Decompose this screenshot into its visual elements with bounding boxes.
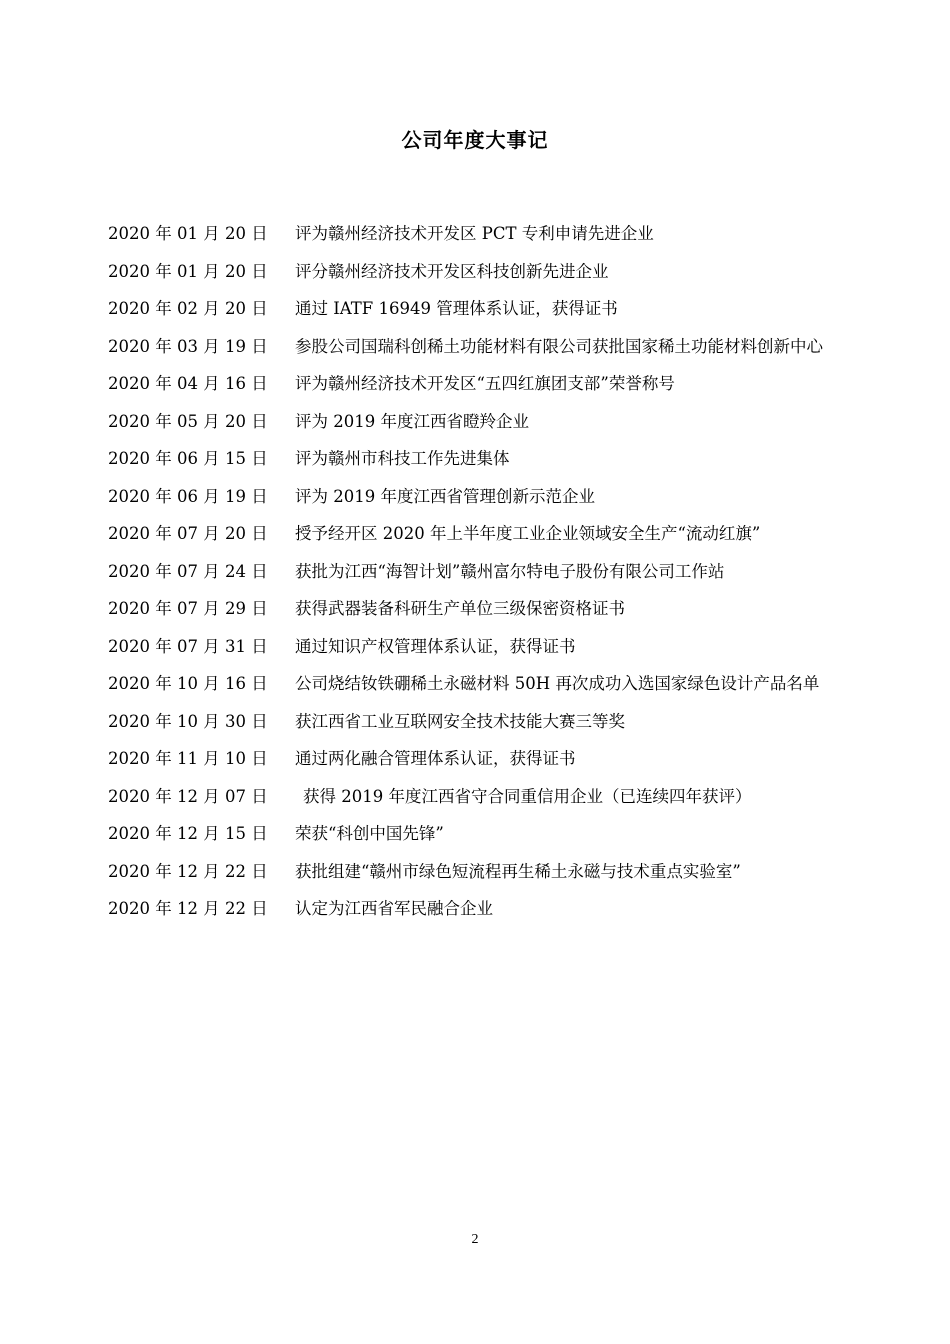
event-row	[108, 815, 868, 853]
event-date: 2020 年 12 月 22 日	[108, 899, 268, 918]
event-row	[108, 290, 868, 328]
event-date: 2020 年 12 月 15 日	[108, 824, 268, 843]
event-date: 2020 年 06 月 19 日	[108, 486, 268, 506]
event-row	[108, 853, 868, 891]
event-row	[108, 478, 868, 516]
event-description: 评为 2019 年度江西省管理创新示范企业	[295, 486, 595, 506]
event-description: 荣获“科创中国先锋”	[295, 824, 444, 843]
event-date: 2020 年 01 月 20 日	[108, 261, 268, 281]
event-description: 评为 2019 年度江西省瞪羚企业	[295, 411, 529, 431]
event-date: 2020 年 01 月 20 日	[108, 224, 268, 243]
event-row	[108, 590, 868, 628]
event-date: 2020 年 12 月 07 日	[108, 786, 268, 806]
event-date: 2020 年 04 月 16 日	[108, 374, 268, 393]
event-row	[108, 778, 868, 816]
event-description: 获批为江西“海智计划”赣州富尔特电子股份有限公司工作站	[295, 561, 725, 581]
event-description: 参股公司国瑞科创稀土功能材料有限公司获批国家稀土功能材料创新中心	[295, 336, 823, 356]
event-date: 2020 年 11 月 10 日	[108, 749, 268, 768]
event-description: 获得 2019 年度江西省守合同重信用企业（已连续四年获评）	[303, 786, 752, 806]
event-description: 通过两化融合管理体系认证，获得证书	[295, 749, 576, 768]
event-description: 评分赣州经济技术开发区科技创新先进企业	[295, 261, 609, 281]
event-description: 授予经开区 2020 年上半年度工业企业领域安全生产“流动红旗”	[295, 524, 761, 543]
event-description: 通过 IATF 16949 管理体系认证，获得证书	[295, 299, 618, 318]
page-number: 2	[471, 1232, 479, 1247]
event-row	[108, 215, 868, 253]
event-description: 评为赣州经济技术开发区“五四红旗团支部”荣誉称号	[295, 374, 675, 393]
event-row	[108, 703, 868, 741]
event-row	[108, 328, 868, 366]
event-date: 2020 年 12 月 22 日	[108, 861, 268, 881]
event-row	[108, 665, 868, 703]
event-description: 通过知识产权管理体系认证，获得证书	[295, 636, 576, 656]
event-date: 2020 年 07 月 20 日	[108, 524, 268, 543]
event-date: 2020 年 03 月 19 日	[108, 336, 268, 356]
event-row	[108, 253, 868, 291]
event-row	[108, 553, 868, 591]
event-date: 2020 年 07 月 24 日	[108, 561, 268, 581]
event-date: 2020 年 05 月 20 日	[108, 411, 268, 431]
event-description: 公司烧结钕铁硼稀土永磁材料 50H 再次成功入选国家绿色设计产品名单	[295, 674, 820, 693]
event-date: 2020 年 10 月 16 日	[108, 674, 268, 693]
event-row	[108, 890, 868, 928]
event-date: 2020 年 02 月 20 日	[108, 299, 268, 318]
event-description: 认定为江西省军民融合企业	[295, 899, 493, 918]
event-row	[108, 515, 868, 553]
event-row	[108, 628, 868, 666]
event-date: 2020 年 06 月 15 日	[108, 449, 268, 468]
event-row	[108, 740, 868, 778]
event-description: 获江西省工业互联网安全技术技能大赛三等奖	[295, 711, 625, 731]
event-description: 获得武器装备科研生产单位三级保密资格证书	[295, 599, 625, 618]
event-description: 获批组建“赣州市绿色短流程再生稀土永磁与技术重点实验室”	[295, 861, 741, 881]
page-title: 公司年度大事记	[401, 128, 549, 152]
event-date: 2020 年 07 月 31 日	[108, 636, 268, 656]
event-row	[108, 403, 868, 441]
event-list	[108, 215, 868, 928]
event-date: 2020 年 10 月 30 日	[108, 711, 268, 731]
event-row	[108, 440, 868, 478]
event-date: 2020 年 07 月 29 日	[108, 599, 268, 618]
event-description: 评为赣州经济技术开发区 PCT 专利申请先进企业	[295, 224, 654, 243]
event-row	[108, 365, 868, 403]
event-description: 评为赣州市科技工作先进集体	[295, 449, 510, 468]
